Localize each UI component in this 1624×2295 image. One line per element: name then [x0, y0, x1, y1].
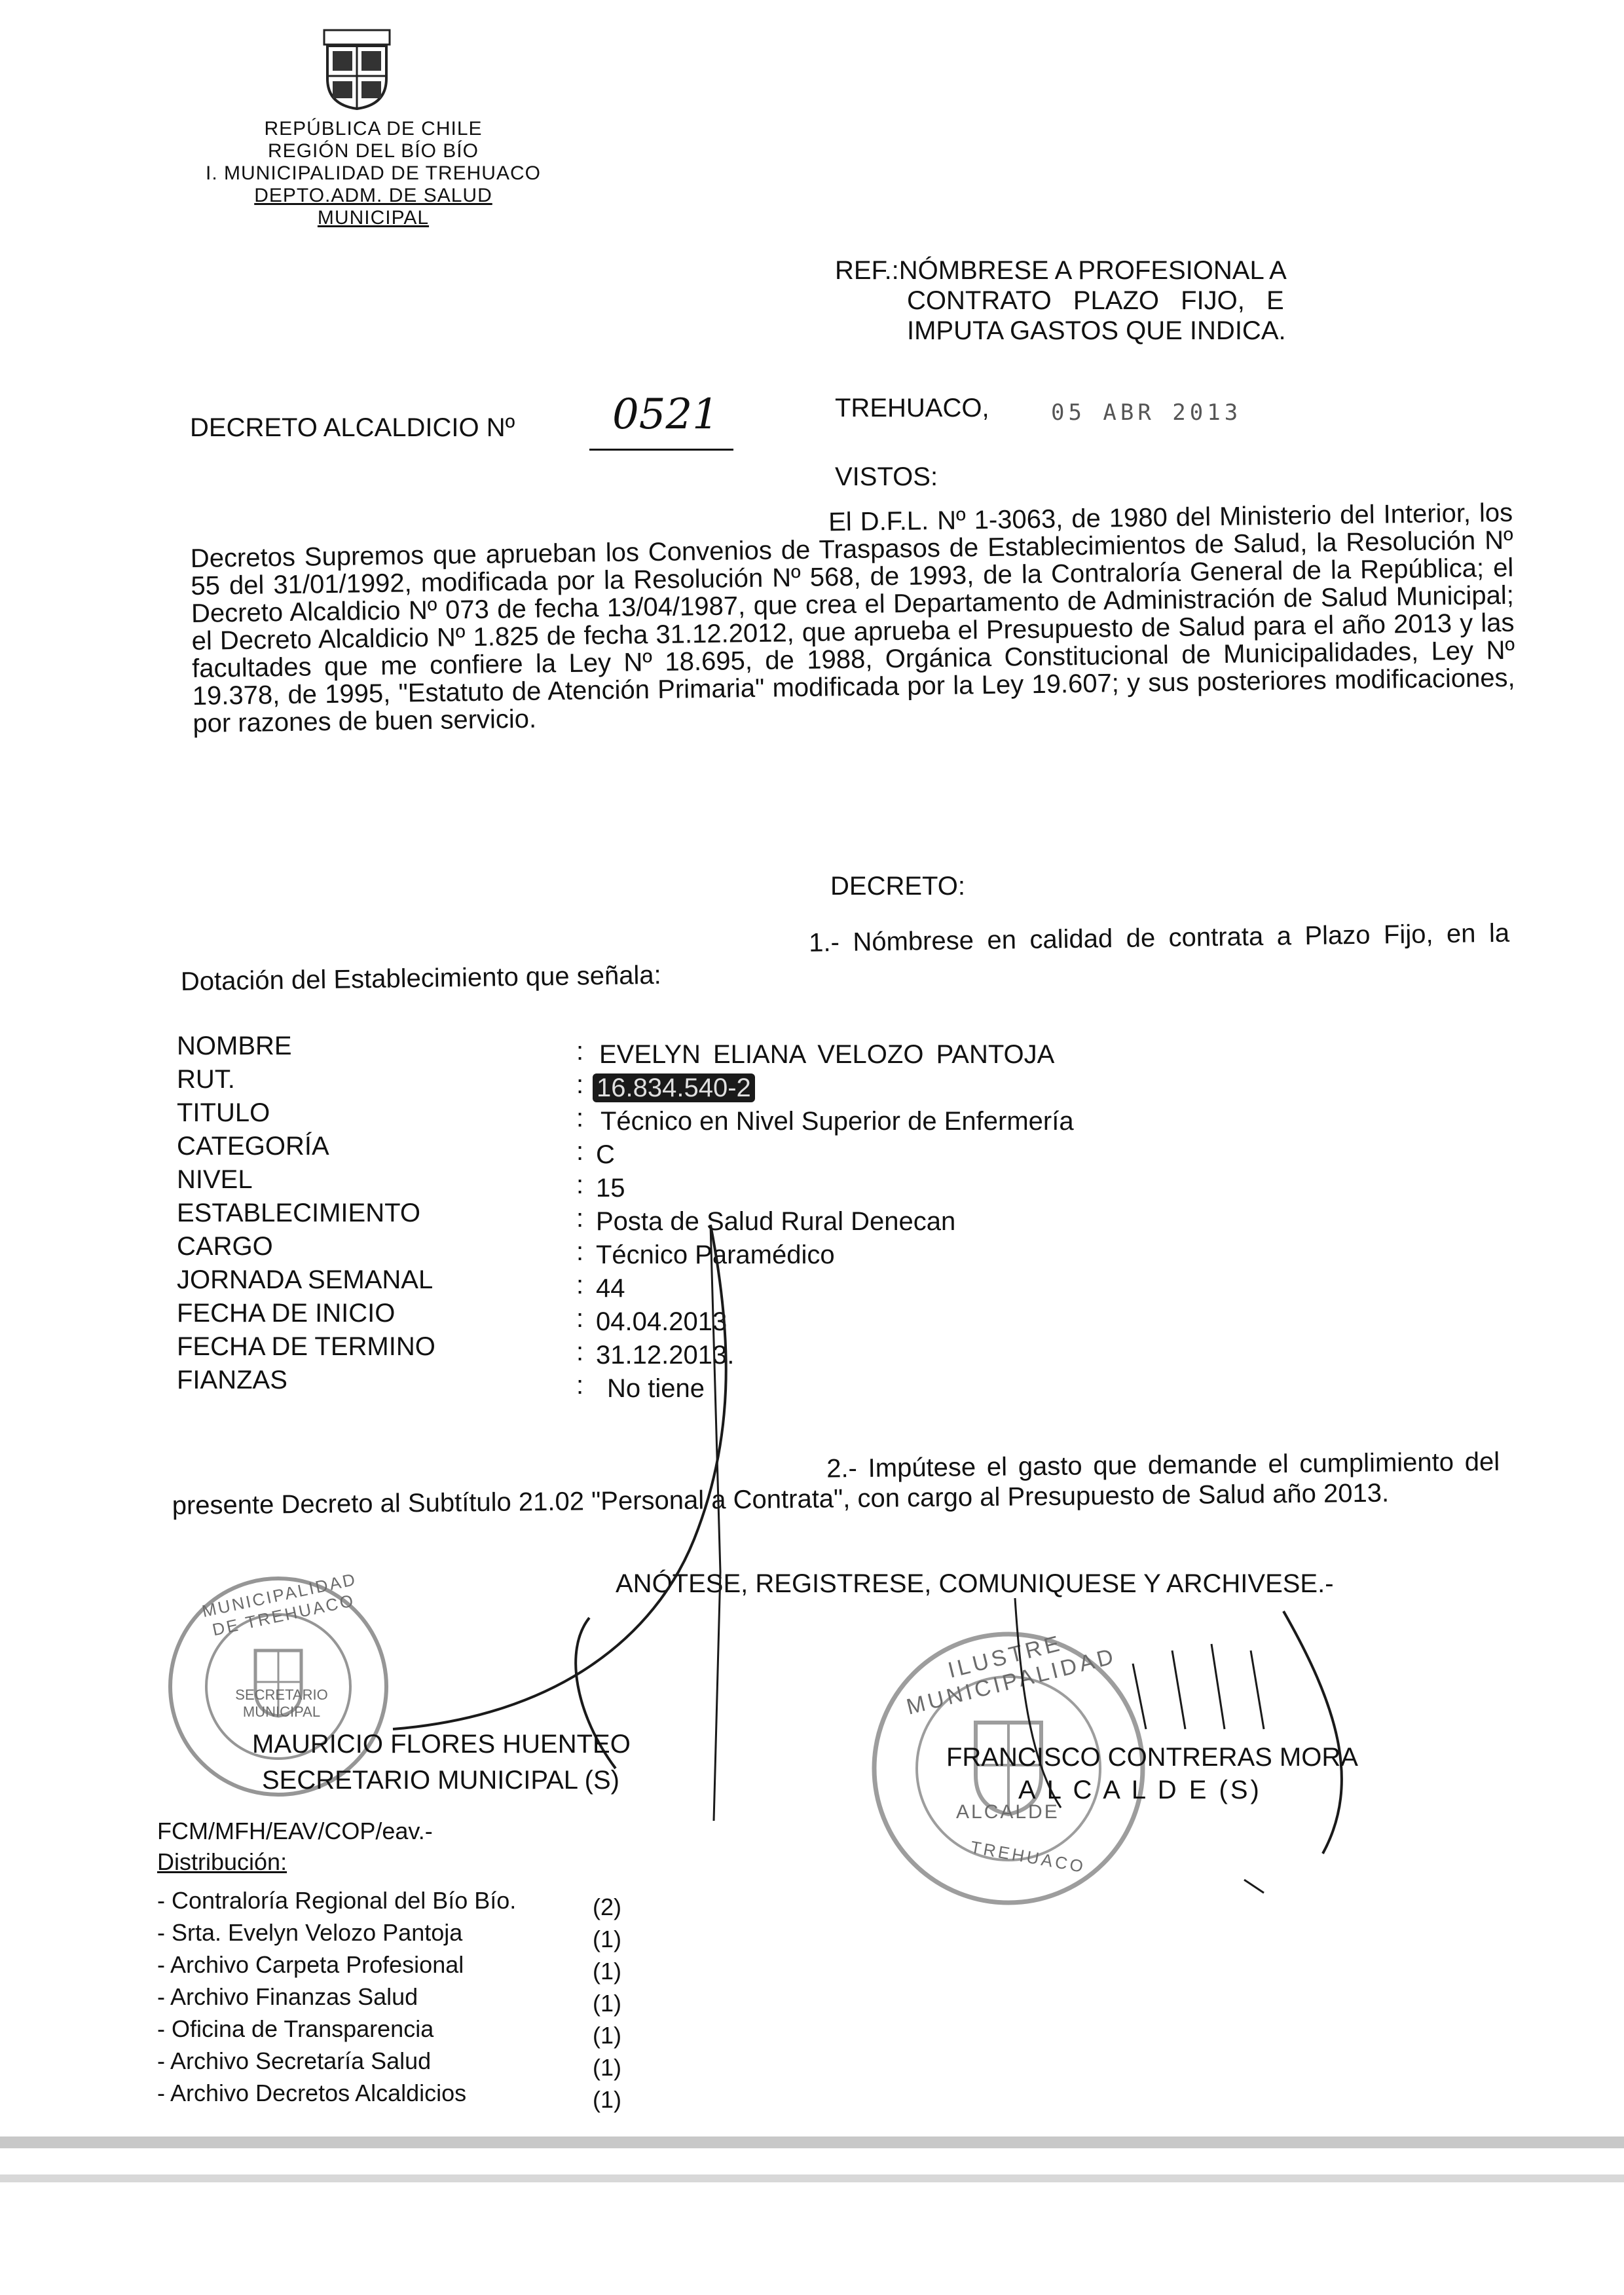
list-item: - Archivo Decretos Alcaldicios: [157, 2080, 467, 2106]
label-rut: RUT.: [177, 1065, 235, 1094]
list-item-qty: (1): [593, 2022, 621, 2049]
list-item-qty: (1): [593, 2054, 621, 2081]
colon: :: [576, 1104, 584, 1132]
colon: :: [576, 1070, 584, 1099]
distribution-list: [157, 1884, 516, 2109]
reference-block: [835, 255, 1378, 346]
list-item-qty: (1): [593, 1990, 621, 2017]
field-labels: [177, 1030, 435, 1397]
header-line-department: DEPTO.ADM. DE SALUD MUNICIPAL: [254, 185, 492, 229]
colon: :: [576, 1137, 584, 1166]
place-city: TREHUACO,: [835, 394, 989, 422]
colon: :: [576, 1237, 584, 1266]
mayor-name: FRANCISCO CONTRERAS MORA: [946, 1743, 1358, 1772]
value-establecimiento: Posta de Salud Rural Denecan: [596, 1207, 956, 1236]
scan-edge-top: [0, 2136, 1624, 2148]
header-block: [196, 118, 550, 229]
value-fecha-inicio: 04.04.2013: [596, 1307, 728, 1336]
list-item: - Oficina de Transparencia: [157, 2015, 434, 2042]
colon: :: [576, 1037, 584, 1066]
decreto-item-2: 2.- Impútese el gasto que demande el cumplimiento del presente Decreto al Subtítulo 21.02 "Personal a Contrata", con cargo al Presupuesto de Salud año 2013.: [172, 1447, 1500, 1520]
header-line-republic: REPÚBLICA DE CHILE: [264, 118, 483, 140]
ref-line-2: CONTRATO PLAZO FIJO, E: [907, 286, 1284, 315]
initials-line: FCM/MFH/EAV/COP/eav.-: [157, 1818, 433, 1844]
list-item: - Archivo Finanzas Salud: [157, 1983, 418, 2010]
label-categoria: CATEGORÍA: [177, 1132, 329, 1161]
value-titulo: Técnico en Nivel Superior de Enfermería: [600, 1107, 1074, 1136]
right-stamp-ring-text: ILUSTRE MUNICIPALIDAD: [904, 1630, 1119, 1720]
colon: :: [576, 1337, 584, 1366]
label-fianzas: FIANZAS: [177, 1366, 287, 1394]
value-rut: [593, 1072, 1074, 1105]
distribution-quantities: [593, 1891, 621, 2116]
label-establecimiento: ESTABLECIMIENTO: [177, 1199, 420, 1227]
list-item-qty: (1): [593, 2086, 621, 2113]
list-item-qty: (2): [593, 1894, 621, 1920]
header-line-municipality: I. MUNICIPALIDAD DE TREHUACO: [206, 162, 541, 184]
left-stamp-center-text: SECRETARIO MUNICIPAL: [235, 1687, 328, 1720]
secretary-name: MAURICIO FLORES HUENTEO: [252, 1730, 631, 1759]
list-item: - Srta. Evelyn Velozo Pantoja: [157, 1919, 463, 1946]
label-fecha-inicio: FECHA DE INICIO: [177, 1299, 396, 1328]
decree-label: DECRETO ALCALDICIO Nº: [190, 413, 515, 442]
label-titulo: TITULO: [177, 1098, 270, 1127]
ref-line-1: REF.:NÓMBRESE A PROFESIONAL A: [835, 256, 1287, 285]
mayor-title: A L C A L D E (S): [1018, 1776, 1262, 1804]
value-categoria: C: [596, 1140, 615, 1169]
list-item: - Contraloría Regional del Bío Bío.: [157, 1887, 517, 1914]
value-jornada: 44: [596, 1274, 625, 1303]
left-stamp-ring-text: MUNICIPALIDAD DE TREHUACO: [200, 1569, 359, 1640]
vistos-title: VISTOS:: [835, 462, 938, 491]
colon: :: [576, 1271, 584, 1299]
decree-number: 0521: [612, 390, 719, 439]
colon: :: [576, 1204, 584, 1233]
label-jornada: JORNADA SEMANAL: [177, 1265, 434, 1294]
right-stamp-lower-text: TREHUACO: [969, 1837, 1088, 1877]
label-fecha-termino: FECHA DE TERMINO: [177, 1332, 435, 1361]
scan-edge-bottom: [0, 2174, 1624, 2182]
rut-redacted: 16.834.540-2: [593, 1073, 755, 1102]
secretary-title: SECRETARIO MUNICIPAL (S): [262, 1766, 619, 1795]
distribution-title: Distribución:: [157, 1848, 287, 1875]
right-stamp-bottom-text: ALCALDE: [956, 1801, 1060, 1823]
date-stamp: 05 ABR 2013: [1051, 400, 1242, 426]
field-values: [593, 1038, 1074, 1406]
colon: :: [576, 1371, 584, 1400]
label-nivel: NIVEL: [177, 1165, 253, 1194]
value-fianzas: No tiene: [607, 1374, 705, 1403]
coat-of-arms-logo: [314, 26, 399, 111]
colon: :: [576, 1170, 584, 1199]
value-cargo: Técnico Paramédico: [596, 1241, 835, 1269]
header-line-region: REGIÓN DEL BÍO BÍO: [268, 140, 479, 162]
value-fecha-termino: 31.12.2013.: [596, 1341, 735, 1370]
label-nombre: NOMBRE: [177, 1032, 292, 1060]
value-nivel: 15: [596, 1174, 625, 1203]
list-item: - Archivo Carpeta Profesional: [157, 1951, 464, 1978]
vistos-paragraph: El D.F.L. Nº 1-3063, de 1980 del Ministerio del Interior, los Decretos Supremos que aprueban los Convenios de Traspasos de Establecimientos de Salud, la Resolución Nº 55 del 31/01/1992, modificada por la Resolución Nº 568, de 1993, de la Contraloría General de la República; el Decreto Alcaldicio Nº 073 de fecha 13/04/1987, que crea el Departamento de Administración de Salud Municipal; el Decreto Alcaldicio Nº 1.825 de fecha 31.12.2012, que aprueba el Presupuesto de Salud para el año 2013 y las facultades que me confiere la Ley Nº 18.695, de 1988, Orgánica Constitucional de Municipalidades, Ley Nº 19.378, de 1995, "Estatuto de Atención Primaria" modificada por la Ley 19.607; y sus posteriores modificaciones, por razones de buen servicio.: [190, 498, 1515, 738]
field-colons: [576, 1035, 583, 1402]
colon: :: [576, 1304, 584, 1333]
ref-line-3: IMPUTA GASTOS QUE INDICA.: [907, 316, 1286, 345]
value-nombre: EVELYN ELIANA VELOZO PANTOJA: [599, 1040, 1055, 1069]
label-cargo: CARGO: [177, 1232, 273, 1261]
closing-formula: ANÓTESE, REGISTRESE, COMUNIQUESE Y ARCHIVESE.-: [616, 1569, 1334, 1598]
list-item-qty: (1): [593, 1926, 621, 1952]
decreto-title: DECRETO:: [830, 872, 965, 901]
list-item-qty: (1): [593, 1958, 621, 1985]
list-item: - Archivo Secretaría Salud: [157, 2047, 432, 2074]
decreto-item-1: 1.- Nómbrese en calidad de contrata a Plazo Fijo, en la Dotación del Establecimiento que señala:: [180, 918, 1510, 996]
decree-number-underline: [589, 449, 733, 451]
